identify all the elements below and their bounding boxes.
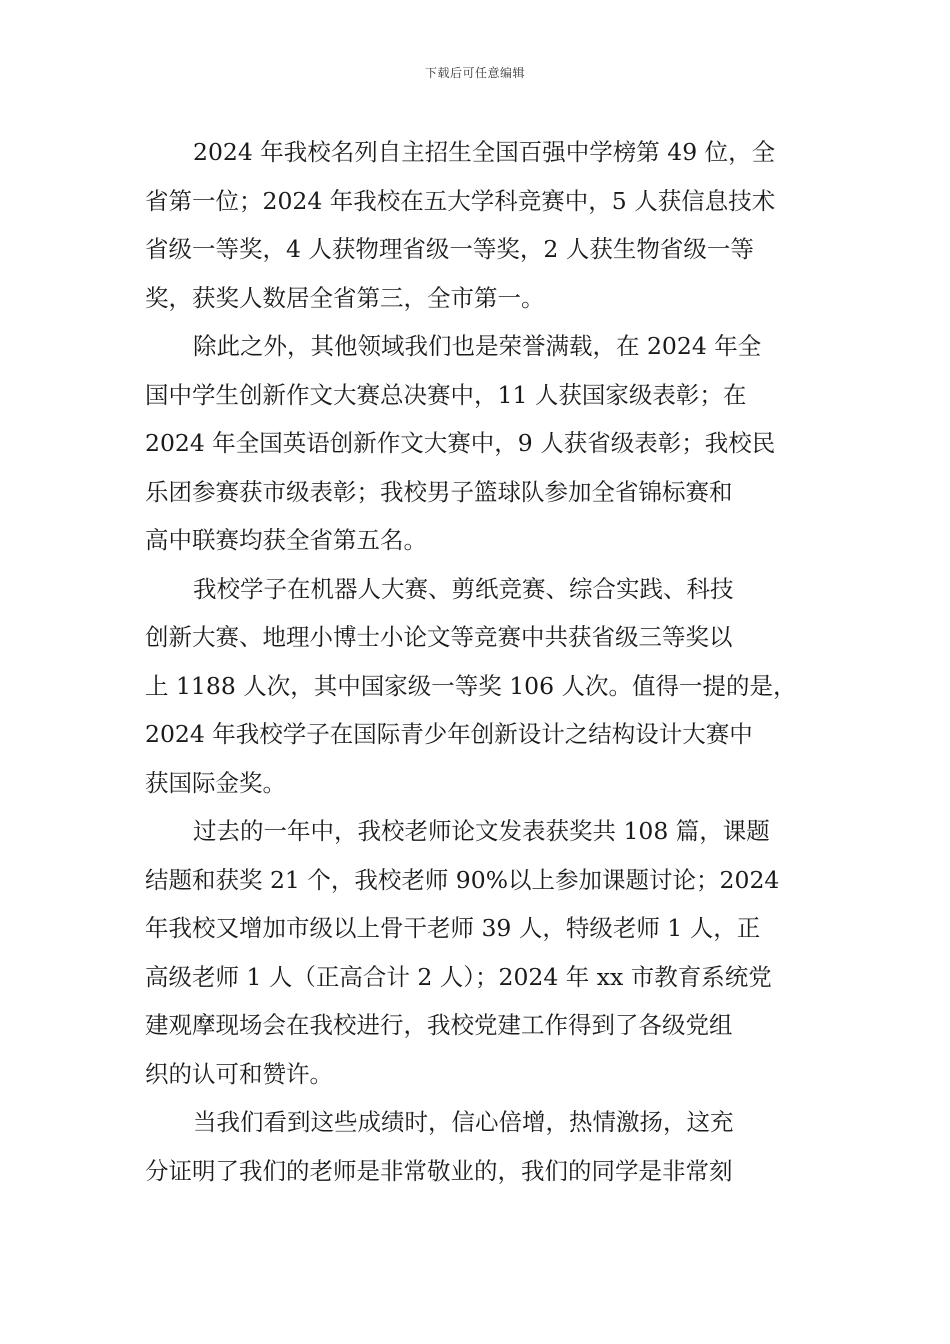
text-line: 当我们看到这些成绩时，信心倍增，热情激扬，这充 bbox=[193, 1108, 734, 1136]
page-header: 下载后可任意编辑 bbox=[424, 66, 525, 80]
text-line: 高中联赛均获全省第五名。 bbox=[145, 526, 427, 554]
document-body bbox=[145, 128, 807, 1195]
text-line: 年我校又增加市级以上骨干老师 39 人，特级老师 1 人，正 bbox=[145, 914, 761, 942]
paragraph bbox=[145, 322, 807, 565]
paragraph bbox=[145, 565, 807, 808]
text-line: 乐团参赛获市级表彰；我校男子篮球队参加全省锦标赛和 bbox=[145, 477, 733, 506]
text-line: 结题和获奖 21 个，我校老师 90%以上参加课题讨论；2024 bbox=[145, 865, 780, 894]
text-line: 2024 年我校学子在国际青少年创新设计之结构设计大赛中 bbox=[145, 720, 753, 748]
text-line: 奖，获奖人数居全省第三，全市第一。 bbox=[145, 283, 545, 312]
text-line: 建观摩现场会在我校进行，我校党建工作得到了各级党组 bbox=[145, 1011, 733, 1039]
text-line: 我校学子在机器人大赛、剪纸竞赛、综合实践、科技 bbox=[193, 574, 734, 603]
text-line: 2024 年我校名列自主招生全国百强中学榜第 49 位，全 bbox=[193, 138, 776, 166]
text-line: 过去的一年中，我校老师论文发表获奖共 108 篇，课题 bbox=[193, 817, 770, 845]
paragraph bbox=[145, 128, 807, 322]
text-line: 国中学生创新作文大赛总决赛中，11 人获国家级表彰；在 bbox=[145, 380, 747, 409]
text-line: 高级老师 1 人（正高合计 2 人）；2024 年 xx 市教育系统党 bbox=[145, 962, 772, 991]
text-line: 创新大赛、地理小博士小论文等竞赛中共获省级三等奖以 bbox=[145, 623, 733, 651]
text-line: 分证明了我们的老师是非常敬业的，我们的同学是非常刻 bbox=[145, 1156, 733, 1185]
text-line: 除此之外，其他领域我们也是荣誉满载，在 2024 年全 bbox=[193, 332, 762, 360]
paragraph bbox=[145, 807, 807, 1098]
text-line: 2024 年全国英语创新作文大赛中，9 人获省级表彰；我校民 bbox=[145, 429, 776, 457]
text-line: 上 1188 人次，其中国家级一等奖 106 人次。值得一提的是， bbox=[145, 671, 797, 700]
text-line: 获国际金奖。 bbox=[145, 768, 286, 797]
paragraph bbox=[145, 1098, 807, 1195]
text-line: 省第一位；2024 年我校在五大学科竞赛中，5 人获信息技术 bbox=[145, 186, 776, 215]
text-line: 省级一等奖，4 人获物理省级一等奖，2 人获生物省级一等 bbox=[145, 235, 754, 263]
text-line: 织的认可和赞许。 bbox=[145, 1059, 333, 1088]
